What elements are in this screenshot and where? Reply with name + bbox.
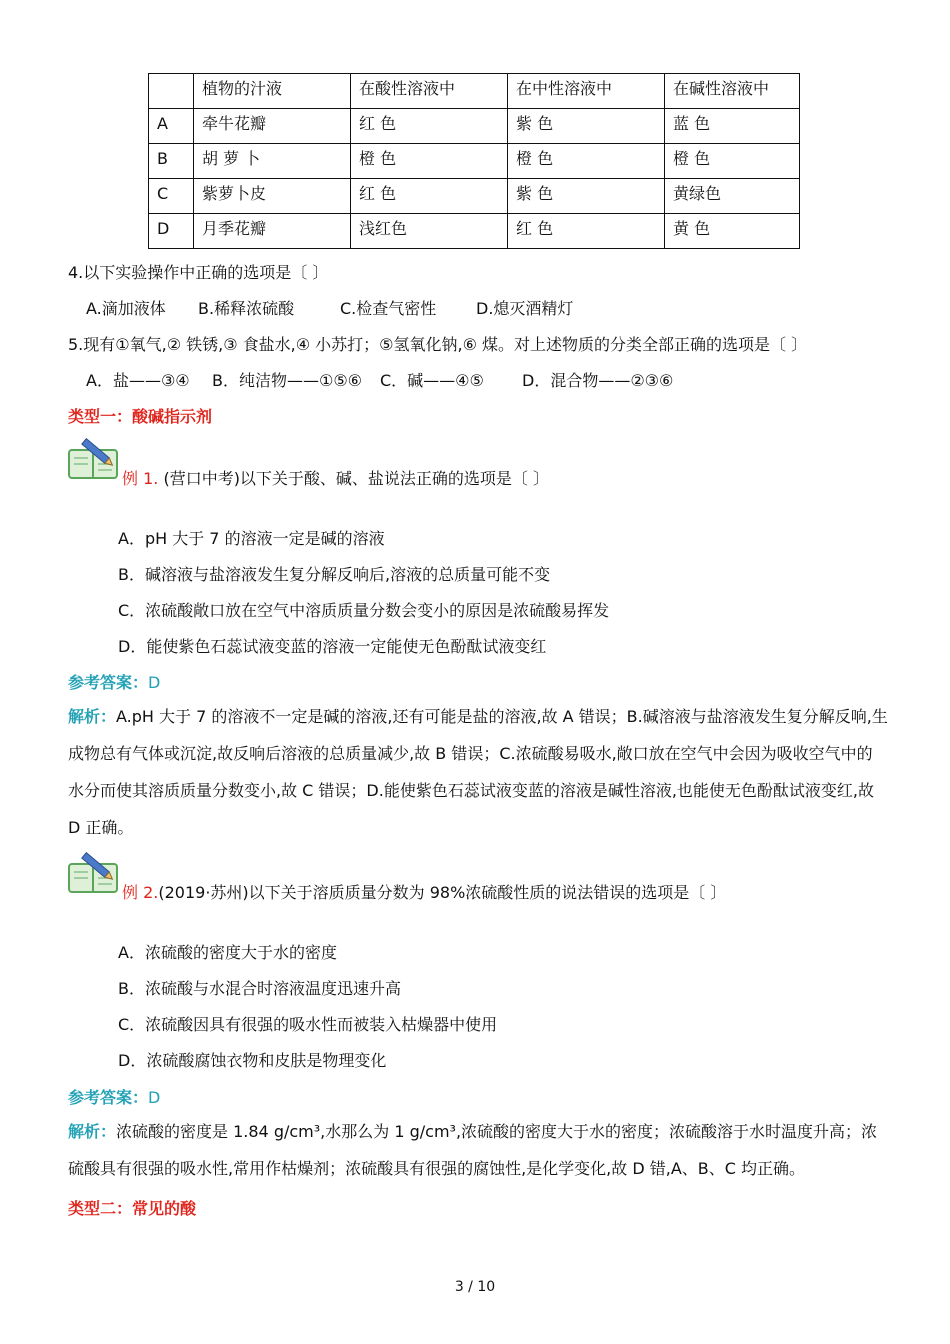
table-cell: 植物的汁液	[194, 74, 351, 109]
q4-option-a: A.滴加液体	[86, 299, 166, 318]
example1-stem-line	[122, 466, 549, 489]
example2-stem-line	[122, 880, 726, 903]
example1-answer	[68, 670, 160, 693]
table-cell: 黄绿色	[665, 179, 800, 214]
example1-label: 例 1.	[122, 469, 159, 488]
table-cell: 橙 色	[665, 144, 800, 179]
table-cell	[149, 74, 194, 109]
example1-option-c: C．浓硫酸敞口放在空气中溶质质量分数会变小的原因是浓硫酸易挥发	[118, 601, 610, 620]
example1-option-a: A．pH 大于 7 的溶液一定是碱的溶液	[118, 529, 385, 548]
analysis-label: 解析：	[68, 707, 117, 726]
analysis-label: 解析：	[68, 1122, 117, 1141]
answer-label: 参考答案：	[68, 1088, 149, 1107]
example2-option-c: C．浓硫酸因具有很强的吸水性而被装入枯燥器中使用	[118, 1015, 498, 1034]
notebook-pencil-icon	[68, 852, 120, 894]
q5-option-d: D．混合物——②③⑥	[522, 371, 674, 390]
q5-option-c: C．碱——④⑤	[380, 371, 484, 390]
section-heading-type2: 类型二：常见的酸	[68, 1199, 197, 1218]
table-row	[149, 179, 800, 214]
notebook-pencil-icon	[68, 438, 120, 480]
table-cell: 红 色	[351, 109, 508, 144]
table-cell: C	[149, 179, 194, 214]
q5-stem: 5.现有①氧气,② 铁锈,③ 食盐水,④ 小苏打；⑤氢氧化钠,⑥ 煤。对上述物质的分类全部正确的选项是〔 〕	[68, 335, 808, 354]
table-cell: 紫 色	[508, 109, 665, 144]
table-cell: 在酸性溶液中	[351, 74, 508, 109]
example2-option-b: B．浓硫酸与水混合时溶液温度迅速升高	[118, 979, 401, 998]
indicator-table	[148, 73, 800, 249]
table-cell: 胡 萝 卜	[194, 144, 351, 179]
analysis-text: A.pH 大于 7 的溶液不一定是碱的溶液,还有可能是盐的溶液,故 A 错误；B.碱溶液与盐溶液发生复分解反响,生成物总有气体或沉淀,故反响后溶液的总质量减少,故 B 错误；C.浓硫酸易吸水,敞口放在空气中会因为吸收空气中的水分而使其溶质质量分数变小,故 C 错误；D.能使紫色石蕊试液变蓝的溶液是碱性溶液,也能使无色酚酞试液变红,故 D 正确。	[68, 707, 888, 837]
example2-answer	[68, 1085, 160, 1108]
example2-option-d: D．浓硫酸腐蚀衣物和皮肤是物理变化	[118, 1051, 387, 1070]
table-cell: D	[149, 214, 194, 249]
example1-stem: (营口中考)以下关于酸、碱、盐说法正确的选项是〔 〕	[158, 469, 550, 488]
table-header-row	[149, 74, 800, 109]
table-cell: 紫 色	[508, 179, 665, 214]
table-cell: 在中性溶液中	[508, 74, 665, 109]
answer-value: D	[148, 1088, 161, 1107]
table-cell: 红 色	[508, 214, 665, 249]
q4-option-b: B.稀释浓硫酸	[198, 299, 295, 318]
table-cell: 月季花瓣	[194, 214, 351, 249]
example1-analysis	[68, 698, 888, 846]
table-cell: A	[149, 109, 194, 144]
table-cell: 浅红色	[351, 214, 508, 249]
q4-option-c: C.检查气密性	[340, 299, 437, 318]
table-cell: 牵牛花瓣	[194, 109, 351, 144]
table-cell: 橙 色	[351, 144, 508, 179]
q4-option-d: D.熄灭酒精灯	[476, 299, 574, 318]
page-number: 3 / 10	[454, 1279, 496, 1295]
table-cell: 紫萝卜皮	[194, 179, 351, 214]
table-cell: B	[149, 144, 194, 179]
q4-stem: 4.以下实验操作中正确的选项是〔 〕	[68, 263, 329, 282]
table-row	[149, 109, 800, 144]
example1-option-d: D．能使紫色石蕊试液变蓝的溶液一定能使无色酚酞试液变红	[118, 637, 547, 656]
table-cell: 红 色	[351, 179, 508, 214]
q5-option-a: A．盐——③④	[86, 371, 190, 390]
q5-option-b: B．纯洁物——①⑤⑥	[212, 371, 363, 390]
table-cell: 在碱性溶液中	[665, 74, 800, 109]
example2-option-a: A．浓硫酸的密度大于水的密度	[118, 943, 337, 962]
table-cell: 橙 色	[508, 144, 665, 179]
table-row	[149, 144, 800, 179]
answer-label: 参考答案：	[68, 673, 149, 692]
table-cell: 黄 色	[665, 214, 800, 249]
example1-option-b: B．碱溶液与盐溶液发生复分解反响后,溶液的总质量可能不变	[118, 565, 551, 584]
example2-stem: (2019·苏州)以下关于溶质质量分数为 98%浓硫酸性质的说法错误的选项是〔 〕	[158, 883, 727, 902]
table-cell: 蓝 色	[665, 109, 800, 144]
example2-analysis	[68, 1113, 888, 1187]
table-row	[149, 214, 800, 249]
analysis-text: 浓硫酸的密度是 1.84 g/cm³,水那么为 1 g/cm³,浓硫酸的密度大于水的密度；浓硫酸溶于水时温度升高；浓硫酸具有很强的吸水性,常用作枯燥剂；浓硫酸具有很强的腐蚀性,是化学变化,故 D 错,A、B、C 均正确。	[68, 1122, 878, 1178]
section-heading-type1: 类型一：酸碱指示剂	[68, 407, 213, 426]
answer-value: D	[148, 673, 161, 692]
example2-label: 例 2.	[122, 883, 159, 902]
